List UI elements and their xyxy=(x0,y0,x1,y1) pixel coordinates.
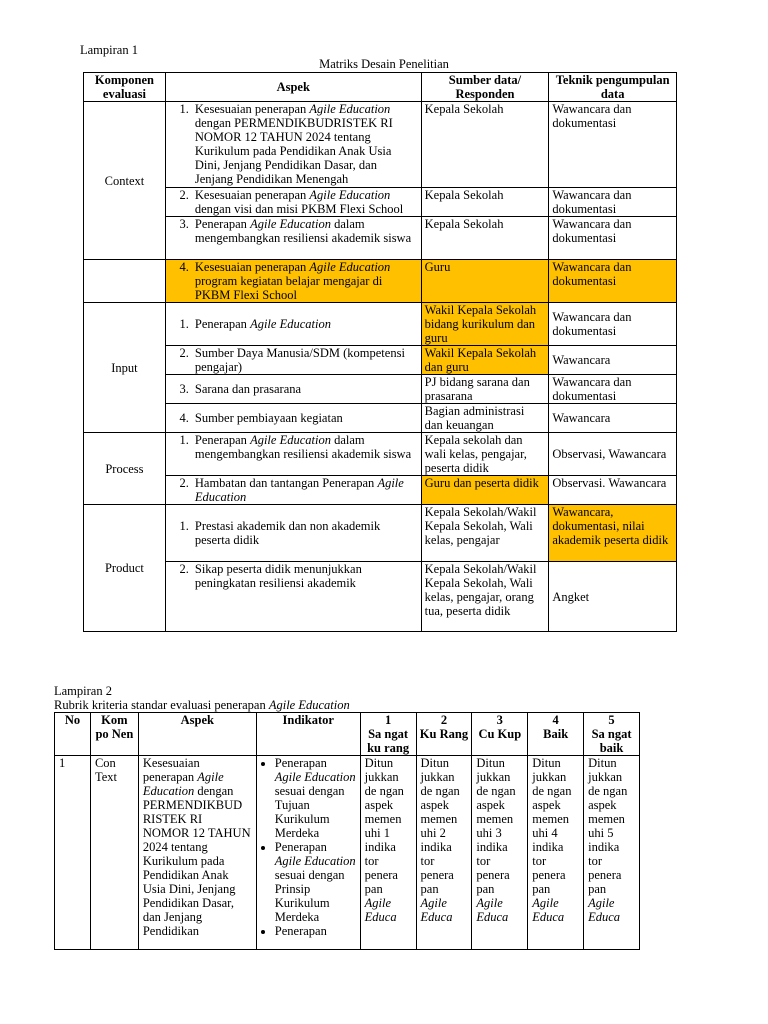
sumber-cell-highlight: Wakil Kepala Sekolah bidang kurikulum dan guru xyxy=(421,303,549,346)
rubric-table xyxy=(54,712,640,950)
sumber-cell: Kepala sekolah dan wali kelas, pengajar, peserta didik xyxy=(421,433,549,476)
header-komponen: Komponen evaluasi xyxy=(84,73,166,102)
teknik-cell-highlight: Wawancara, dokumentasi, nilai akademik peserta didik xyxy=(549,505,677,562)
aspek-cell: 2. Sikap peserta didik menunjukkan peningkatan resiliensi akademik xyxy=(165,562,421,632)
teknik-cell: Wawancara dan dokumentasi xyxy=(549,303,677,346)
teknik-cell: Angket xyxy=(549,562,677,632)
indikator-item: • Penerapan Agile Education sesuai dengan Tujuan Kurikulum Merdeka xyxy=(275,756,356,840)
rubric-row-komponen: Con Text xyxy=(90,756,138,950)
header-score-1: 1 Sa ngat ku rang xyxy=(360,713,416,756)
rubric-score-1: Ditun jukkan de ngan aspek memen uhi 1 indika tor penera pan Agile Educa xyxy=(360,756,416,950)
rubric-score-3: Ditun jukkan de ngan aspek memen uhi 3 indika tor penera pan Agile Educa xyxy=(472,756,528,950)
sumber-cell-highlight: Guru xyxy=(421,260,549,303)
aspek-cell: 3. Sarana dan prasarana xyxy=(165,375,421,404)
matrix-title: Matriks Desain Penelitian xyxy=(319,57,449,71)
header-score-2: 2 Ku Rang xyxy=(416,713,472,756)
teknik-cell: Wawancara dan dokumentasi xyxy=(549,102,677,188)
header-aspek: Aspek xyxy=(138,713,256,756)
aspek-cell: 1. Prestasi akademik dan non akademik peserta didik xyxy=(165,505,421,562)
header-indikator: Indikator xyxy=(256,713,360,756)
aspek-cell: 3. Penerapan Agile Education dalam mengembangkan resiliensi akademik siswa xyxy=(165,217,421,260)
sumber-cell-highlight: Guru dan peserta didik xyxy=(421,476,549,505)
component-product: Product xyxy=(84,505,166,632)
teknik-cell: Wawancara xyxy=(549,404,677,433)
header-score-5: 5 Sa ngat baik xyxy=(584,713,640,756)
indikator-item: • Penerapan Agile Education sesuai dengan Prinsip Kurikulum Merdeka xyxy=(275,840,356,924)
rubric-score-4: Ditun jukkan de ngan aspek memen uhi 4 indika tor penera pan Agile Educa xyxy=(528,756,584,950)
lampiran-2-label: Lampiran 2 xyxy=(54,684,112,698)
sumber-cell: Kepala Sekolah/Wakil Kepala Sekolah, Wali kelas, pengajar, orang tua, peserta didik xyxy=(421,562,549,632)
aspek-cell: 1. Penerapan Agile Education dalam mengembangkan resiliensi akademik siswa xyxy=(165,433,421,476)
rubric-row-no: 1 xyxy=(55,756,91,950)
aspek-cell: 2. Hambatan dan tantangan Penerapan Agile Education xyxy=(165,476,421,505)
research-design-matrix xyxy=(83,72,677,632)
sumber-cell-highlight: Wakil Kepala Sekolah dan guru xyxy=(421,346,549,375)
rubric-score-2: Ditun jukkan de ngan aspek memen uhi 2 indika tor penera pan Agile Educa xyxy=(416,756,472,950)
component-empty xyxy=(84,260,166,303)
sumber-cell: Kepala Sekolah xyxy=(421,102,549,188)
teknik-cell: Observasi, Wawancara xyxy=(549,433,677,476)
teknik-cell: Observasi. Wawancara xyxy=(549,476,677,505)
aspek-cell: 1. Kesesuaian penerapan Agile Education dengan PERMENDIKBUDRISTEK RI NOMOR 12 TAHUN 2024 tentang Kurikulum pada Pendidikan Anak Usia Dini, Jenjang Pendidikan Dasar, dan Jenjang Pendidikan Menengah xyxy=(165,102,421,188)
sumber-cell: Bagian administrasi dan keuangan xyxy=(421,404,549,433)
rubric-title: Rubrik kriteria standar evaluasi penerapan Agile Education xyxy=(54,698,350,712)
sumber-cell: Kepala Sekolah xyxy=(421,188,549,217)
rubric-row-aspek: Kesesuaian penerapan Agile Education dengan PERMENDIKBUD RISTEK RI NOMOR 12 TAHUN 2024 tentang Kurikulum pada Pendidikan Anak Usia Dini, Jenjang Pendidikan Dasar, dan Jenjang Pendidikan xyxy=(138,756,256,950)
aspek-cell: 2. Kesesuaian penerapan Agile Education dengan visi dan misi PKBM Flexi School xyxy=(165,188,421,217)
teknik-cell: Wawancara dan dokumentasi xyxy=(549,375,677,404)
aspek-cell: 2. Sumber Daya Manusia/SDM (kompetensi pengajar) xyxy=(165,346,421,375)
sumber-cell: Kepala Sekolah xyxy=(421,217,549,260)
header-aspek: Aspek xyxy=(165,73,421,102)
aspek-cell-highlight: 4. Kesesuaian penerapan Agile Education program kegiatan belajar mengajar di PKBM Flexi School xyxy=(165,260,421,303)
header-score-4: 4 Baik xyxy=(528,713,584,756)
indikator-item: • Penerapan xyxy=(275,924,356,938)
aspek-cell: 1. Penerapan Agile Education xyxy=(165,303,421,346)
header-score-3: 3 Cu Kup xyxy=(472,713,528,756)
header-no: No xyxy=(55,713,91,756)
rubric-row-indikator xyxy=(256,756,360,950)
teknik-cell: Wawancara dan dokumentasi xyxy=(549,217,677,260)
component-input: Input xyxy=(84,303,166,433)
header-teknik: Teknik pengumpulan data xyxy=(549,73,677,102)
component-context: Context xyxy=(84,102,166,260)
teknik-cell: Wawancara xyxy=(549,346,677,375)
lampiran-1-label: Lampiran 1 xyxy=(80,43,138,57)
teknik-cell-highlight: Wawancara dan dokumentasi xyxy=(549,260,677,303)
teknik-cell: Wawancara dan dokumentasi xyxy=(549,188,677,217)
header-komponen: Kom po Nen xyxy=(90,713,138,756)
sumber-cell: PJ bidang sarana dan prasarana xyxy=(421,375,549,404)
component-process: Process xyxy=(84,433,166,505)
header-sumber: Sumber data/ Responden xyxy=(421,73,549,102)
rubric-score-5: Ditun jukkan de ngan aspek memen uhi 5 indika tor penera pan Agile Educa xyxy=(584,756,640,950)
sumber-cell: Kepala Sekolah/Wakil Kepala Sekolah, Wali kelas, pengajar xyxy=(421,505,549,562)
aspek-cell: 4. Sumber pembiayaan kegiatan xyxy=(165,404,421,433)
